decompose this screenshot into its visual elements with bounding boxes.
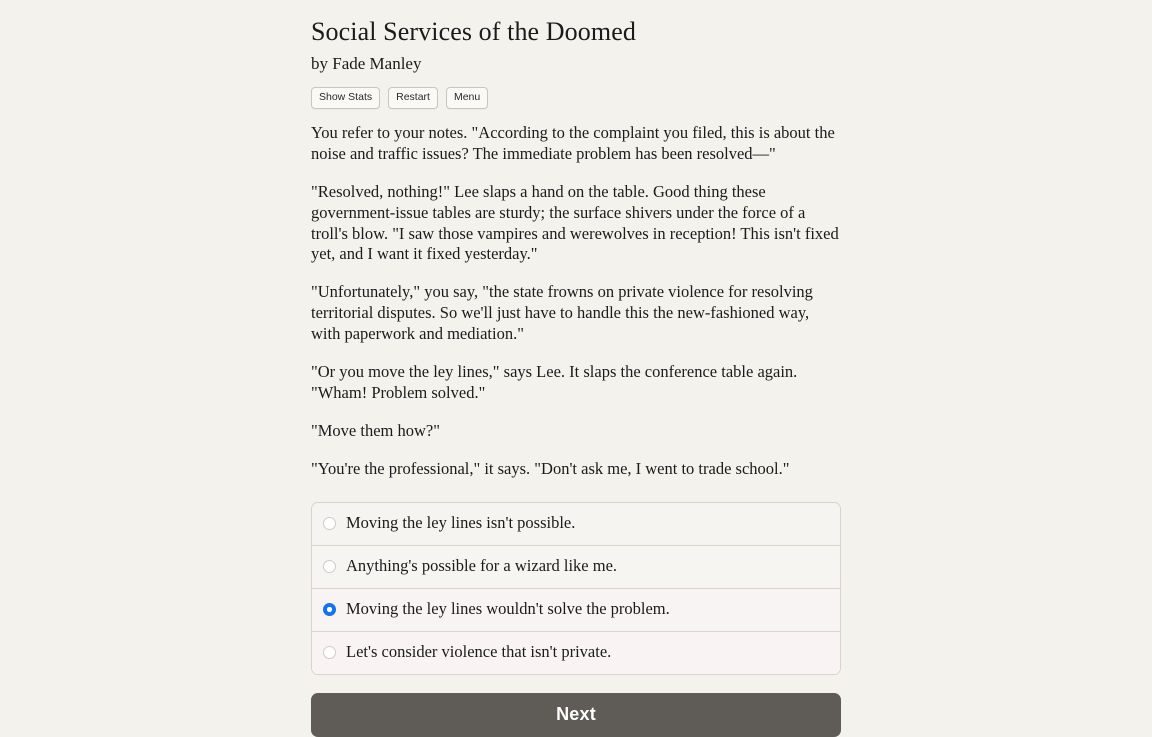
radio-button-selected-icon[interactable]	[323, 603, 336, 616]
radio-button-icon[interactable]	[323, 560, 336, 573]
restart-button[interactable]: Restart	[388, 87, 438, 109]
choice-option[interactable]	[312, 503, 840, 546]
toolbar	[311, 87, 841, 109]
story-paragraph: "Unfortunately," you say, "the state frowns on private violence for resolving territorial disputes. So we'll just have to handle this the new-fashioned way, with paperwork and mediation."	[311, 282, 813, 344]
next-button[interactable]: Next	[311, 693, 841, 737]
radio-button-icon[interactable]	[323, 517, 336, 530]
choice-label: Let's consider violence that isn't private.	[346, 641, 612, 661]
choice-label: Anything's possible for a wizard like me.	[346, 556, 618, 576]
story-paragraph: You refer to your notes. "According to the complaint you filed, this is about the noise and traffic issues? The immediate problem has been resolved—"	[311, 122, 835, 163]
choice-label: Moving the ley lines isn't possible.	[346, 513, 576, 533]
choice-option[interactable]	[312, 546, 840, 589]
story-text	[311, 123, 841, 480]
game-container	[311, 0, 841, 737]
show-stats-button[interactable]: Show Stats	[311, 87, 380, 109]
story-paragraph: "Move them how?"	[311, 421, 440, 441]
page-title: Social Services of the Doomed	[311, 17, 636, 46]
choice-option[interactable]	[312, 589, 840, 632]
menu-button[interactable]: Menu	[446, 87, 488, 109]
story-paragraph: "Resolved, nothing!" Lee slaps a hand on the table. Good thing these government-issue tables are sturdy; the surface shivers under the force of a troll's blow. "I saw those vampires and werewolves in reception! This isn't fixed yet, and I want it fixed yesterday."	[311, 181, 839, 264]
story-paragraph: "You're the professional," it says. "Don't ask me, I went to trade school."	[311, 459, 790, 479]
choice-label: Moving the ley lines wouldn't solve the problem.	[346, 599, 670, 619]
choice-option[interactable]	[312, 632, 840, 674]
author-byline: by Fade Manley	[311, 54, 422, 74]
story-paragraph: "Or you move the ley lines," says Lee. It slaps the conference table again. "Wham! Problem solved."	[311, 362, 798, 403]
choice-list	[311, 502, 841, 675]
radio-button-icon[interactable]	[323, 646, 336, 659]
